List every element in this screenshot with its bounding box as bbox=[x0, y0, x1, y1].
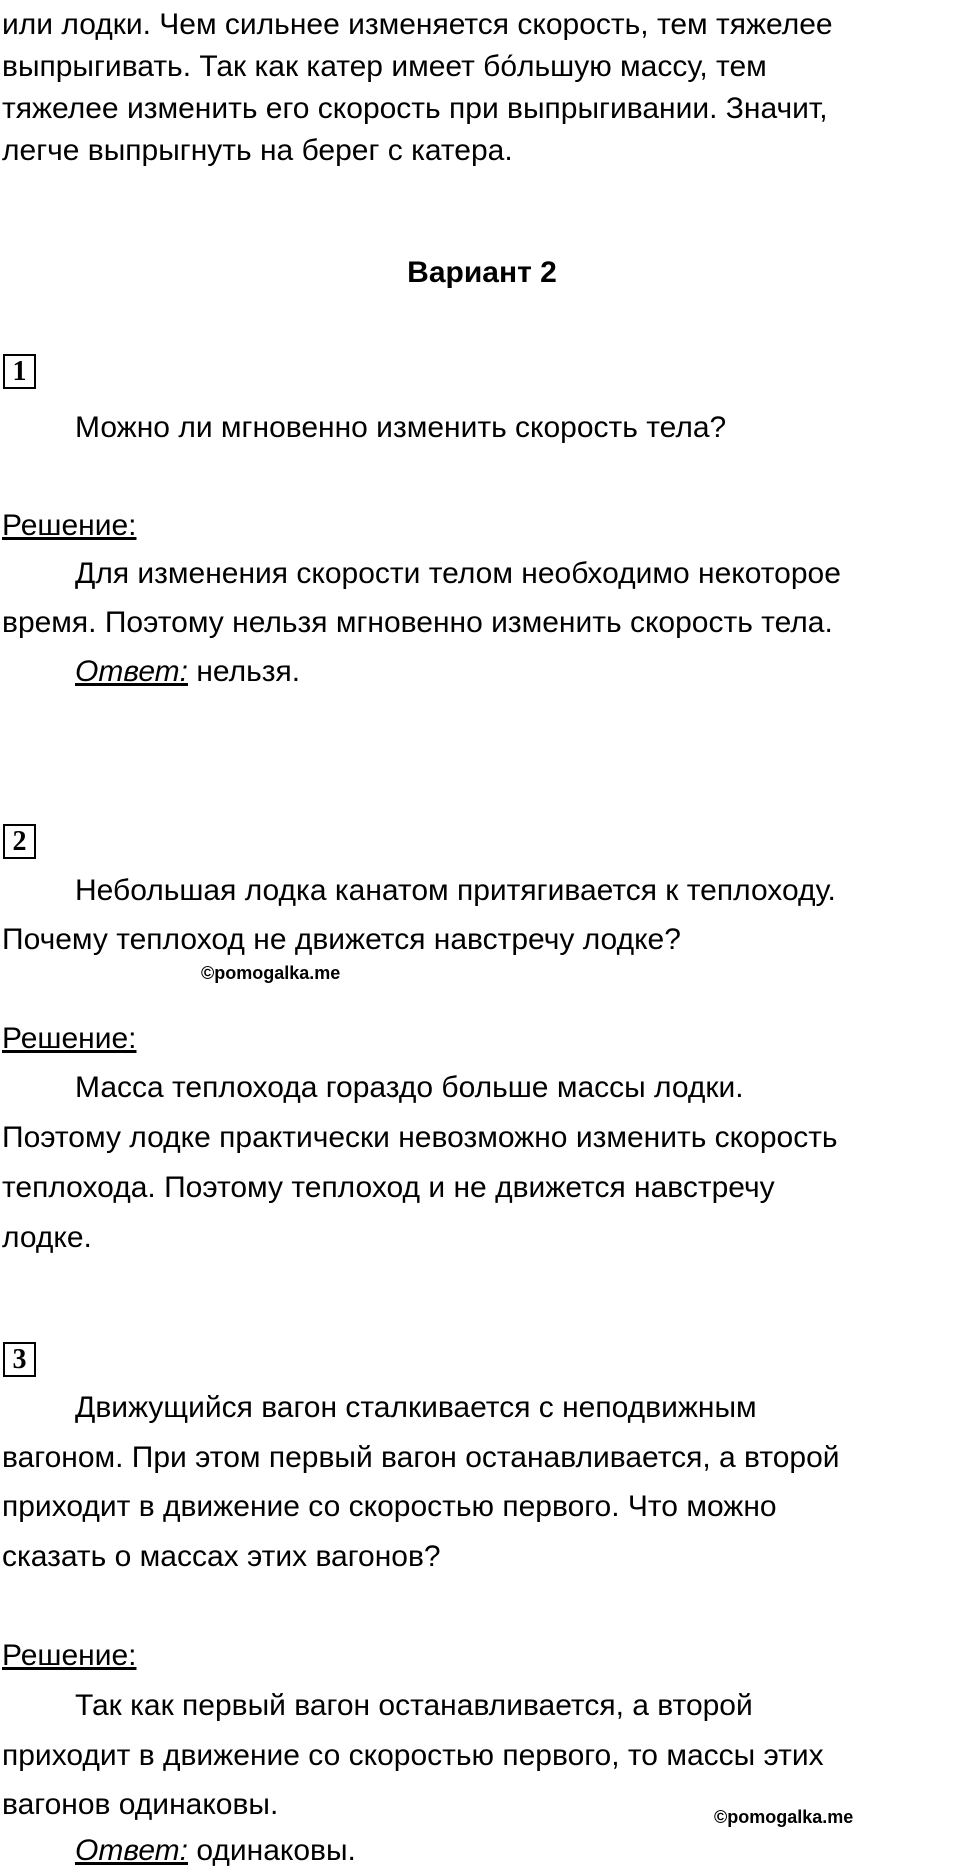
solution-line: приходит в движение со скоростью первого, то массы этих bbox=[2, 1739, 824, 1772]
watermark: ©pomogalka.me bbox=[201, 963, 341, 983]
answer-value: одинаковы. bbox=[188, 1834, 356, 1867]
intro-line: выпрыгивать. Так как катер имеет бо́льшую массу, тем bbox=[2, 50, 767, 83]
solution-label bbox=[2, 1014, 136, 1064]
task-question-line: Небольшая лодка канатом притягивается к теплоходу. bbox=[75, 874, 836, 907]
solution-line: время. Поэтому нельзя мгновенно изменить скорость тела. bbox=[2, 606, 833, 639]
solution-line: лодке. bbox=[2, 1221, 92, 1254]
answer-line bbox=[75, 647, 300, 697]
intro-line: легче выпрыгнуть на берег с катера. bbox=[2, 134, 513, 167]
variant-heading: Вариант 2 bbox=[407, 256, 557, 289]
solution-label bbox=[2, 1631, 136, 1681]
solution-line: Так как первый вагон останавливается, а второй bbox=[75, 1689, 753, 1722]
task-question-line: сказать о массах этих вагонов? bbox=[2, 1540, 441, 1573]
answer-label: Ответ: bbox=[75, 655, 188, 688]
task-number-box: 2 bbox=[3, 824, 36, 859]
task-number-box: 1 bbox=[3, 354, 36, 389]
intro-line: тяжелее изменить его скорость при выпрыгивании. Значит, bbox=[2, 92, 828, 125]
task-question-line: Можно ли мгновенно изменить скорость тела? bbox=[75, 411, 727, 444]
answer-label: Ответ: bbox=[75, 1834, 188, 1867]
solution-line: Масса теплохода гораздо больше массы лодки. bbox=[75, 1071, 744, 1104]
solution-line: вагонов одинаковы. bbox=[2, 1788, 279, 1821]
solution-label-text: Решение: bbox=[2, 1639, 137, 1672]
task-question-line: приходит в движение со скоростью первого. Что можно bbox=[2, 1490, 777, 1523]
task-question-line: Движущийся вагон сталкивается с неподвижным bbox=[75, 1391, 757, 1424]
task-question-line: вагоном. При этом первый вагон останавливается, а второй bbox=[2, 1441, 840, 1474]
solution-line: Для изменения скорости телом необходимо некоторое bbox=[75, 557, 841, 590]
solution-label-text: Решение: bbox=[2, 1022, 137, 1055]
task-question-line: Почему теплоход не движется навстречу лодке? bbox=[2, 923, 681, 956]
solution-label bbox=[2, 501, 136, 551]
intro-line: или лодки. Чем сильнее изменяется скорость, тем тяжелее bbox=[2, 8, 833, 41]
answer-line bbox=[75, 1826, 356, 1876]
task-number-box: 3 bbox=[3, 1342, 36, 1377]
solution-line: Поэтому лодке практически невозможно изменить скорость bbox=[2, 1121, 838, 1154]
solution-line: теплохода. Поэтому теплоход и не движется навстречу bbox=[2, 1171, 775, 1204]
answer-value: нельзя. bbox=[188, 655, 301, 688]
watermark: ©pomogalka.me bbox=[714, 1807, 854, 1827]
solution-label-text: Решение: bbox=[2, 509, 137, 542]
